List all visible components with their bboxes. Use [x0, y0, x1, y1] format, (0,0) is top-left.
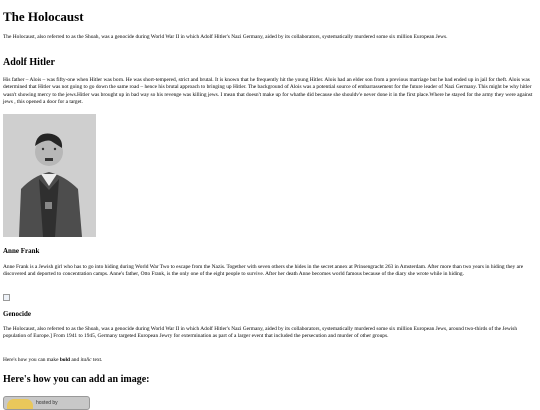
intro-paragraph: The Holocaust, also referred to as the Shoah, was a genocide during World War II in which Adolf Hitler's Nazi Germany, aided by its collaborators, systematically murdered some six million European Jews. — [3, 34, 448, 40]
formatting-paragraph — [3, 357, 537, 364]
badge-text: hosted by — [36, 400, 58, 406]
hitler-heading: Adolf Hitler — [3, 57, 55, 68]
formatting-prefix: Here's how you can make — [3, 357, 60, 363]
hitler-paragraph: His father – Alois – was fifty-one when Hitler was born. He was short-tempered, strict and brutal. It is known that he frequently hit the young Hitler. Alois had an elder son from a previous marriage but he bad ended up in jail for theft. Alois was determined that Hitler was not going to go down the same road – hence his brutal approach to bringing up Hitler. The background of Alois was a potential source of embarrassement for the future leader of Nazi Germany. This might be why hitler wasn't showing mercy to the jews.Hitler was brought up in bad way so his revenge was killing jews. I mean that doesn't make up for whathe did because she shouldv'e never done it in the first place.Where he stayed for the army they were against jews , this opened a door for a target. — [3, 77, 533, 106]
page-title: The Holocaust — [3, 9, 84, 24]
genocide-paragraph: The Holocaust, also referred to as the Shoah, was a genocide during World War II in which Adolf Hitler's Nazi Germany, aided by its collaborators, systematically murdered some six million European Jews, around two-thirds of the Jewish population of Europe.] From 1941 to 1945, Germany targeted European Jewry for extermination as part of a larger event that included the persecution and murder of other groups. — [3, 326, 518, 340]
image-section-heading: Here's how you can add an image: — [3, 374, 150, 385]
formatting-middle: and — [70, 357, 81, 363]
image-host-badge[interactable] — [3, 396, 90, 410]
genocide-heading: Genocide — [3, 310, 31, 318]
italic-example: italic — [80, 357, 92, 363]
bold-example: bold — [59, 357, 71, 363]
broken-image-icon — [3, 294, 10, 301]
formatting-suffix: text. — [91, 357, 103, 363]
anne-frank-paragraph: Anne Frank is a Jewish girl who has to go into hiding during World War Two to escape from the Nazis. Together with seven others she hides in the secret annex at Prinsengracht 263 in Amsterdam. After more than two years in hiding they are discovered and deported to concentration camps. Anne's father, Otto Frank, is the only one of the eight people to survive. After her death Anne becomes world famous because of the diary she wrote while in hiding. — [3, 264, 524, 278]
hitler-portrait-image — [3, 114, 96, 237]
anne-frank-heading: Anne Frank — [3, 247, 40, 255]
portrait-illustration — [3, 114, 96, 237]
